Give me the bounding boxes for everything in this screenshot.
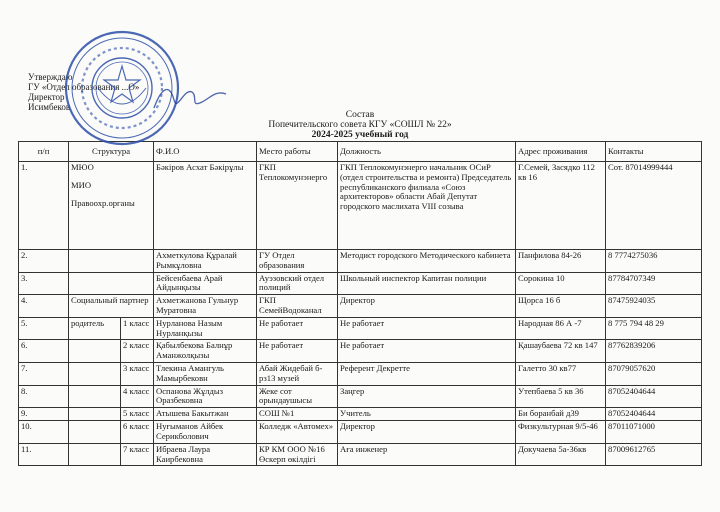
cell-name: Ибраева Лаура Каирбековна (154, 443, 257, 466)
cell-work: Не работает (257, 317, 338, 340)
header-num: п/п (19, 142, 69, 162)
cell-num: 10. (19, 421, 69, 444)
approval-line-3: Директор (28, 92, 65, 102)
cell-position: ГКП Теплокомунэнерго начальник ОСиР (отдел строительства и ремонта) Председатель республиканского филиала «Союз архитекторов» области Абай Депутат городского маслихата VIII созыва (338, 162, 516, 250)
cell-work: Абай Жидебай б-рз13 музей (257, 362, 338, 385)
cell-structure: родитель (69, 317, 121, 340)
cell-structure (69, 362, 121, 385)
cell-num: 6. (19, 340, 69, 363)
cell-address: Панфилова 84-26 (516, 250, 606, 273)
members-table (18, 141, 702, 466)
header-structure: Структура (69, 142, 154, 162)
cell-position: Референт Декретте (338, 362, 516, 385)
cell-structure (69, 162, 154, 250)
table-row (19, 272, 702, 295)
cell-class: 1 класс (121, 317, 154, 340)
cell-contact: 87052404644 (606, 385, 702, 408)
cell-class: 2 класс (121, 340, 154, 363)
cell-work: Не работает (257, 340, 338, 363)
cell-contact: Сот. 87014999444 (606, 162, 702, 250)
cell-num: 4. (19, 295, 69, 318)
cell-contact: 87475924035 (606, 295, 702, 318)
structure-line: Правоохр.органы (71, 197, 135, 208)
cell-num: 2. (19, 250, 69, 273)
cell-num: 5. (19, 317, 69, 340)
cell-name: Қабылбекова Балнұр Аманжолқызы (154, 340, 257, 363)
cell-work: ГУ Отдел образования (257, 250, 338, 273)
structure-line: МИО (71, 179, 92, 190)
cell-contact: 87052404644 (606, 408, 702, 421)
table-row (19, 295, 702, 318)
cell-num: 11. (19, 443, 69, 466)
header-work: Место работы (257, 142, 338, 162)
cell-position: Заңгер (338, 385, 516, 408)
approval-line-1: Утверждаю (28, 72, 73, 82)
header-position: Должность (338, 142, 516, 162)
cell-class: 6 класс (121, 421, 154, 444)
cell-structure (69, 408, 121, 421)
table-row (19, 250, 702, 273)
table-body (19, 162, 702, 466)
cell-name: Нурланова Назым Нурланқызы (154, 317, 257, 340)
cell-position: Не работает (338, 317, 516, 340)
header-address: Адрес проживания (516, 142, 606, 162)
cell-structure (69, 250, 154, 273)
cell-address: Народная 86 А -7 (516, 317, 606, 340)
cell-work: ГКП Теплокомунэнерго (257, 162, 338, 250)
cell-class: 3 класс (121, 362, 154, 385)
cell-structure (69, 340, 121, 363)
cell-num: 1. (19, 162, 69, 250)
cell-num: 9. (19, 408, 69, 421)
table-row (19, 408, 702, 421)
cell-structure: Социальный партнер (69, 295, 154, 318)
cell-work: ГКП СемейВодоканал (257, 295, 338, 318)
cell-address: Г.Семей, Засядко 112 кв 16 (516, 162, 606, 250)
table-row (19, 162, 702, 250)
cell-name: Ахметжанова Гульнур Муратовна (154, 295, 257, 318)
cell-address: Щорса 16 б (516, 295, 606, 318)
table-row (19, 340, 702, 363)
title-line-1: Состав (345, 110, 375, 120)
cell-num: 8. (19, 385, 69, 408)
cell-work: СОШ №1 (257, 408, 338, 421)
cell-work: Ауэзовский отдел полиций (257, 272, 338, 295)
cell-name: Оспанова Жұлдыз Оразбековна (154, 385, 257, 408)
cell-position: Школьный инспектор Капитан полиции (338, 272, 516, 295)
cell-class: 7 класс (121, 443, 154, 466)
cell-address: Утепбаева 5 кв 36 (516, 385, 606, 408)
cell-address: Сорокина 10 (516, 272, 606, 295)
cell-address: Қашаубаева 72 кв 147 (516, 340, 606, 363)
cell-address: Физкультурная 9/5-46 (516, 421, 606, 444)
cell-contact: 87079057620 (606, 362, 702, 385)
cell-position: Не работает (338, 340, 516, 363)
cell-num: 3. (19, 272, 69, 295)
cell-address: Би боранбай д39 (516, 408, 606, 421)
cell-contact: 8 775 794 48 29 (606, 317, 702, 340)
cell-name: Ахметкулова Құралай Рымкұловна (154, 250, 257, 273)
table-row (19, 362, 702, 385)
cell-structure (69, 385, 121, 408)
cell-structure (69, 443, 121, 466)
cell-work: КР КМ ООО №16 Өскерп өкілдігі (257, 443, 338, 466)
structure-line: МЮО (71, 162, 94, 172)
title-line-2: Попечительского совета КГУ «СОШЛ № 22» (268, 120, 452, 130)
cell-contact: 87762839206 (606, 340, 702, 363)
table-header-row (19, 142, 702, 162)
cell-position: Директор (338, 421, 516, 444)
title-line-3: 2024-2025 учебный год (311, 130, 409, 140)
cell-position: Методист городского Методического кабинета (338, 250, 516, 273)
cell-num: 7. (19, 362, 69, 385)
approval-block (28, 72, 139, 112)
table-row (19, 421, 702, 444)
cell-name: Тлекина Амангуль Мамырбековн (154, 362, 257, 385)
cell-class: 4 класс (121, 385, 154, 408)
table-row (19, 317, 702, 340)
cell-address: Докучаева 5а-36кв (516, 443, 606, 466)
cell-name: Бейсенбаева Арай Айдынқызы (154, 272, 257, 295)
cell-contact: 87011071000 (606, 421, 702, 444)
cell-contact: 8 7774275036 (606, 250, 702, 273)
cell-address: Галетто 30 кв77 (516, 362, 606, 385)
cell-contact: 87009612765 (606, 443, 702, 466)
cell-contact: 87784707349 (606, 272, 702, 295)
cell-name: Бәкіров Асхат Бәкірұлы (154, 162, 257, 250)
cell-position: Директор (338, 295, 516, 318)
cell-work: Жеке сот орындаушысы (257, 385, 338, 408)
approval-line-2: ГУ «Отдел образования ...О» (28, 82, 140, 92)
header-name: Ф.И.О (154, 142, 257, 162)
cell-class: 5 класс (121, 408, 154, 421)
cell-structure (69, 421, 121, 444)
table-row (19, 443, 702, 466)
cell-structure (69, 272, 154, 295)
cell-name: Нуғыманов Айбек Серикболович (154, 421, 257, 444)
cell-position: Аға инженер (338, 443, 516, 466)
table-row (19, 385, 702, 408)
cell-work: Колледж «Автомех» (257, 421, 338, 444)
header-contacts: Контакты (606, 142, 702, 162)
approval-line-4: Исимбеков (28, 102, 71, 112)
cell-position: Учитель (338, 408, 516, 421)
cell-name: Атышева Бакытжан (154, 408, 257, 421)
